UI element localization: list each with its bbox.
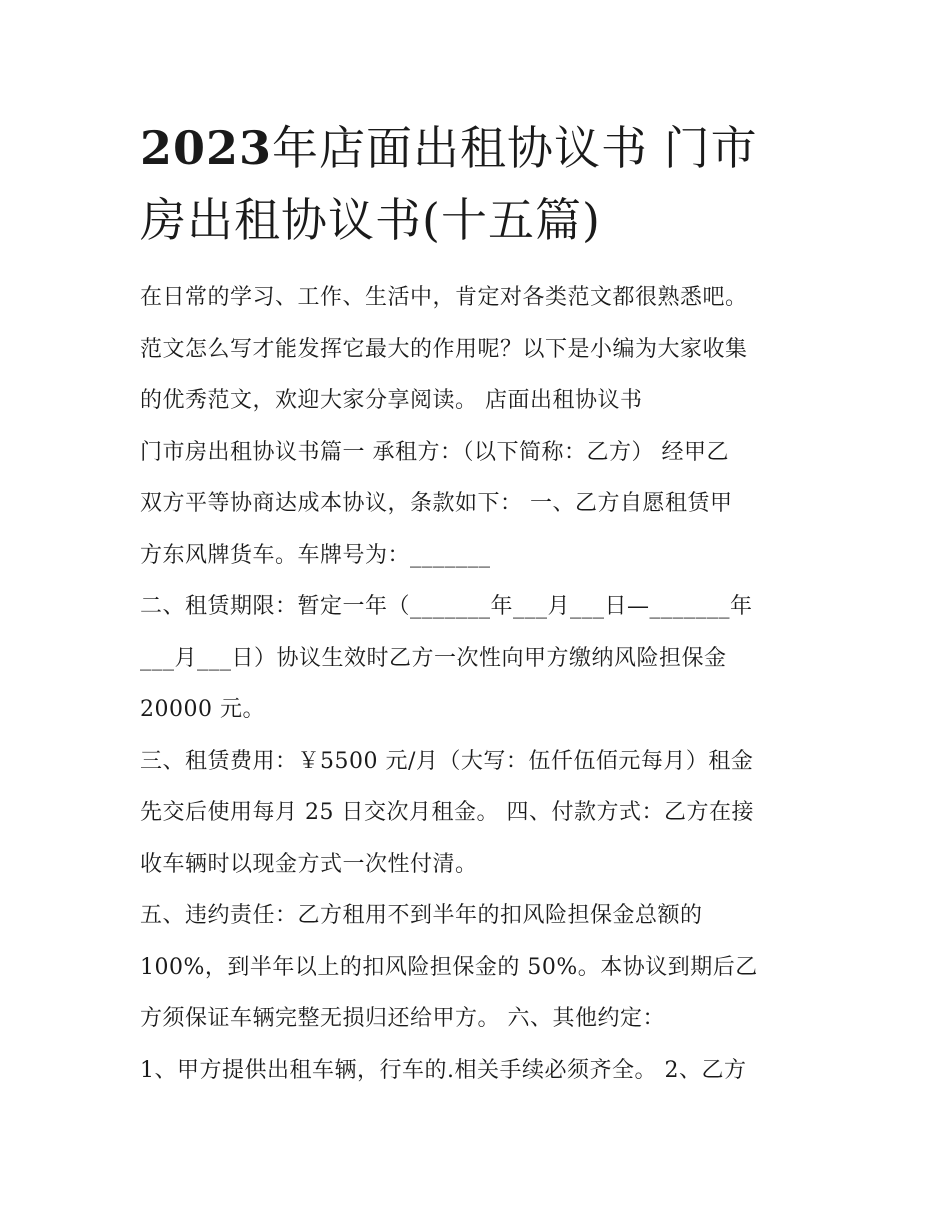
title-line1-rest: 年店面出租协议书 门市 — [272, 121, 758, 175]
body-line: 方须保证车辆完整无损归还给甲方。 六、其他约定： — [140, 1006, 665, 1031]
body-line: ___月___日）协议生效时乙方一次性向甲方缴纳风险担保金 — [140, 645, 727, 671]
body-line: 1、甲方提供出租车辆，行车的.相关手续必须齐全。 2、乙方 — [140, 1057, 747, 1083]
document-body — [140, 272, 830, 1096]
body-line: 门市房出租协议书篇一 承租方：（以下简称：乙方） 经甲乙 — [140, 439, 729, 465]
body-line: 二、租赁期限：暂定一年（_______年___月___日—_______年 — [140, 594, 753, 619]
title-year: 2023 — [140, 121, 273, 175]
body-line: 范文怎么写才能发挥它最大的作用呢？以下是小编为大家收集 — [140, 336, 748, 362]
body-line: 的优秀范文，欢迎大家分享阅读。 店面出租协议书 — [140, 388, 643, 413]
body-line: 双方平等协商达成本协议，条款如下： 一、乙方自愿租赁甲 — [140, 491, 733, 516]
body-line: 100%，到半年以上的扣风险担保金的 50%。本协议到期后乙 — [140, 954, 758, 980]
body-line: 20000 元。 — [140, 697, 265, 722]
body-line: 收车辆时以现金方式一次性付清。 — [140, 851, 478, 877]
title-line2: 房出租协议书(十五篇) — [140, 193, 601, 247]
body-line: 在日常的学习、工作、生活中，肯定对各类范文都很熟悉吧。 — [140, 285, 748, 310]
document-title — [140, 112, 820, 256]
body-line: 三、租赁费用：￥5500 元/月（大写：伍仟伍佰元每月）租金 — [140, 748, 754, 774]
body-line: 先交后使用每月 25 日交次月租金。 四、付款方式：乙方在接 — [140, 800, 754, 825]
body-line: 五、违约责任：乙方租用不到半年的扣风险担保金总额的 — [140, 903, 703, 928]
body-line: 方东风牌货车。车牌号为：_______ — [140, 542, 491, 568]
